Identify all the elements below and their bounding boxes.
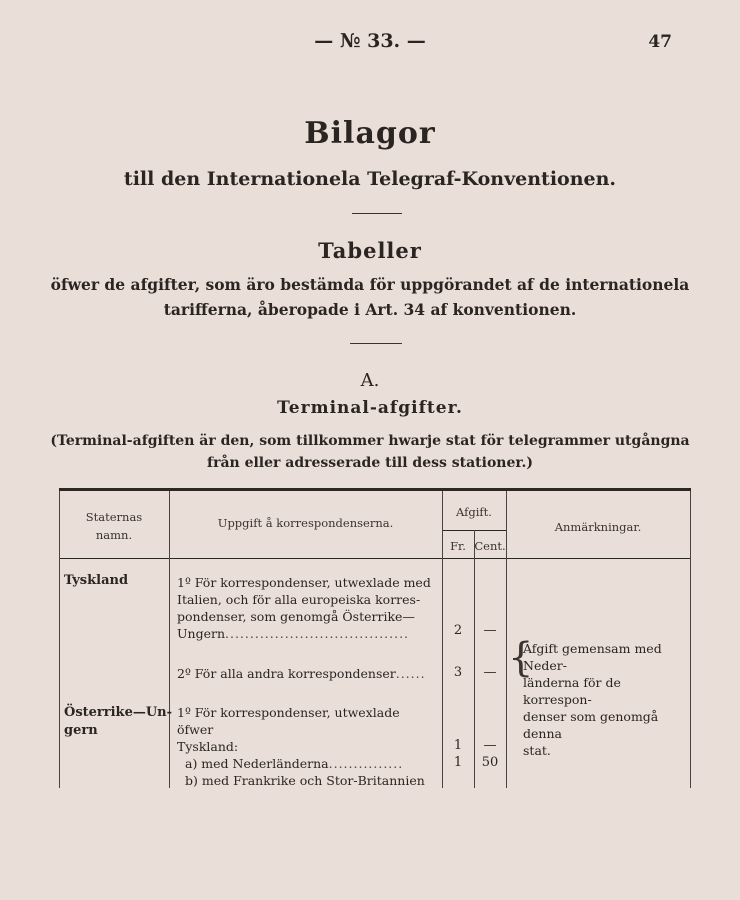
col-header-remarks: Anmärkningar. [554, 520, 642, 534]
table-top-rule [59, 488, 691, 491]
state-name: Tyskland [64, 573, 129, 588]
fee-centimes: — [483, 665, 497, 680]
tables-heading: Tabeller [318, 238, 422, 263]
col-header-states: Staternas namn. [85, 510, 143, 542]
intro-text [0, 272, 740, 322]
fee-centimes: 50 [481, 755, 499, 770]
fee-francs: 3 [453, 665, 463, 680]
fee-francs: 1 [453, 755, 463, 770]
fee-francs: 2 [453, 623, 463, 638]
state-name: Österrike—Un- gern [64, 705, 173, 738]
col-header-info: Uppgift å korrespondenserna. [217, 516, 394, 530]
col-header-fee: Afgift. [456, 505, 492, 519]
section-title: Terminal-afgifter. [277, 398, 463, 418]
fee-centimes: — [483, 738, 497, 753]
table-row: 2º För alla andra korrespondenser...... [177, 666, 426, 681]
section-note [0, 430, 740, 474]
table-header-rule [59, 558, 691, 559]
divider [352, 213, 402, 214]
col-header-fr: Fr. [450, 539, 466, 553]
column-rule [169, 491, 170, 788]
section-letter: A. [360, 370, 380, 391]
document-number: — № 33. — [314, 30, 426, 52]
fee-centimes: — [483, 623, 497, 638]
section-note-line-2: från eller adresserade till dess stationer.) [207, 455, 533, 471]
divider [350, 343, 402, 344]
section-note-line-1: (Terminal-afgiften är den, som tillkommer hwarje stat för telegrammer utgångna [50, 433, 690, 449]
page-header [0, 30, 740, 56]
column-rule [506, 491, 507, 788]
table-row: 1º För korrespondenser, utwexlade öfwer Tyskland: a) med Nederländerna............... b) med Frankrike och Stor-Britannien [177, 705, 425, 788]
table-right-rule [690, 491, 691, 788]
terminal-fees-table [59, 488, 691, 788]
page-number: 47 [648, 32, 672, 52]
intro-line-2: tarifferna, åberopade i Art. 34 af konventionen. [163, 300, 577, 319]
page-subtitle: till den Internationela Telegraf-Konventionen. [123, 168, 617, 190]
table-row: 1º För korrespondenser, utwexlade med Italien, och för alla europeiska korres- pondenser, som genomgå Österrike— Ungern..................................... [177, 575, 431, 641]
page-title: Bilagor [304, 116, 436, 151]
fee-francs: 1 [453, 738, 463, 753]
intro-line-1: öfwer de afgifter, som äro bestämda för uppgörandet af de internationela [50, 275, 690, 294]
remark-text: Afgift gemensam med Neder- länderna för de korrespon- denser som genomgå denna stat. [523, 641, 662, 758]
brace-mark: { [508, 635, 534, 681]
col-header-cent: Cent. [474, 539, 506, 553]
